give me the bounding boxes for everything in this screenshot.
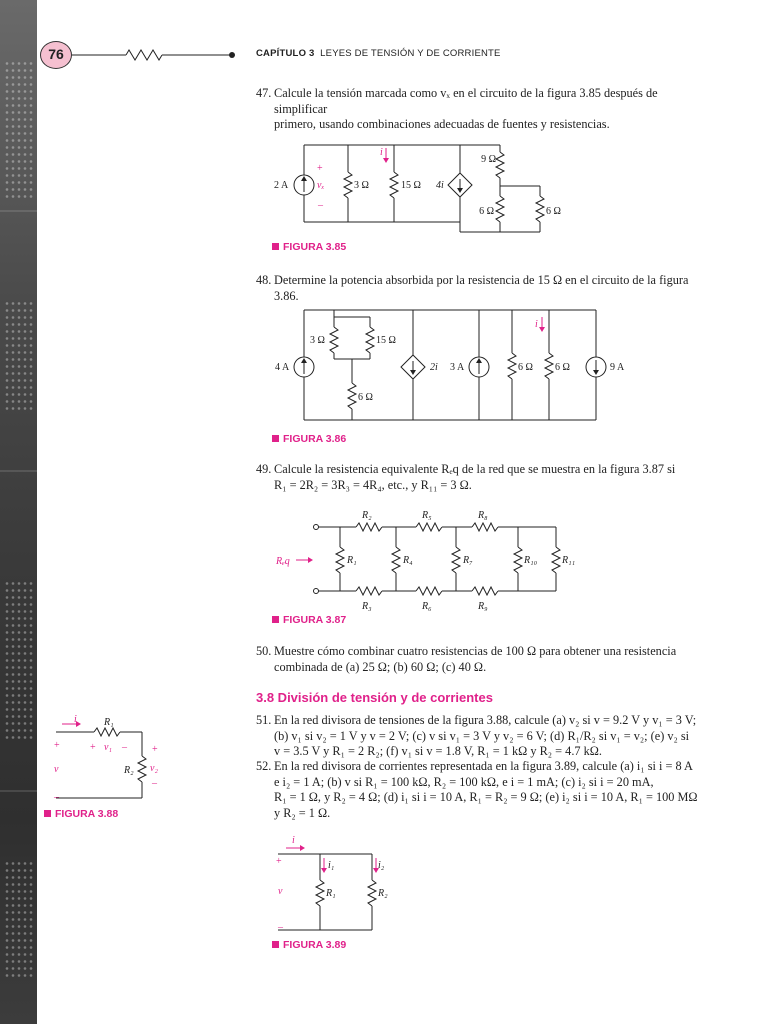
fig387-r9: R₉ — [478, 601, 488, 612]
fig387-r4: R₄ — [403, 555, 413, 566]
problem-number: 47. — [256, 86, 272, 100]
fig389-r1-label: R₁ — [326, 888, 336, 899]
fig387-r10: R₁₀ — [524, 555, 538, 566]
figure-3-88-caption: FIGURA 3.88 — [44, 808, 118, 820]
fig386-4a-label: 4 A — [275, 362, 290, 373]
problem-52 — [256, 759, 736, 821]
fig385-r9-label: 9 Ω — [481, 154, 496, 165]
problem-line: R₁ = 1 Ω, y R₂ = 4 Ω; (d) i₁ si i = 10 A, R₁ = R₂ = 9 Ω; (e) i₂ si i = 10 A, R₁ = 100 MΩ — [274, 790, 698, 804]
fig388-plus: + — [54, 740, 60, 751]
fig388-v-label: v — [54, 764, 59, 775]
fig386-r3-label: 3 Ω — [310, 335, 325, 346]
fig385-plus: + — [317, 163, 323, 174]
sidebar-dots — [4, 300, 33, 410]
figure-3-85-circuit — [270, 140, 570, 240]
fig388-v1-minus: – — [122, 742, 127, 753]
fig388-i-label: i — [74, 714, 77, 725]
fig388-v2-plus: + — [152, 744, 158, 755]
fig385-dep-label: 4i — [436, 180, 444, 191]
fig388-minus: – — [54, 792, 59, 803]
problem-50 — [256, 644, 716, 675]
fig386-r15-label: 15 Ω — [376, 335, 396, 346]
problem-line: (b) v₁ si v₂ = 1 V y v = 2 V; (c) v si v₁ = 3 V y v₂ = 6 V; (d) R₁/R₂ si v₁ = v₂; (e) v₂ si — [274, 728, 690, 743]
fig386-i-label: i — [535, 319, 538, 330]
problem-line: En la red divisora de corrientes representada en la figura 3.89, calcule (a) i₁ si i = 8 A — [274, 759, 693, 773]
problem-47 — [256, 86, 706, 133]
fig389-i2-label: i₂ — [378, 860, 385, 871]
chapter-title: LEYES DE TENSIÓN Y DE CORRIENTE — [320, 48, 501, 59]
fig386-r6b-label: 6 Ω — [555, 362, 570, 373]
problem-line: En la red divisora de tensiones de la figura 3.88, calcule (a) v₂ si v = 9.2 V y v₁ = 3 V; — [274, 713, 697, 727]
sidebar-dots — [4, 580, 33, 740]
chapter-heading — [256, 48, 501, 59]
chapter-label: CAPÍTULO 3 — [256, 48, 315, 59]
fig385-minus: – — [318, 200, 323, 211]
fig385-r15-label: 15 Ω — [401, 180, 421, 191]
fig385-r3-label: 3 Ω — [354, 180, 369, 191]
problem-number: 48. — [256, 273, 272, 287]
problem-number: 51. — [256, 713, 272, 727]
fig387-req-label: Rₑq — [276, 556, 290, 567]
fig387-r11: R₁₁ — [562, 555, 576, 566]
fig389-r2-label: R₂ — [378, 888, 388, 899]
fig388-v2-label: v₂ — [150, 763, 158, 774]
fig389-v-label: v — [278, 886, 283, 897]
figure-3-87-circuit — [270, 505, 590, 615]
problem-line: Muestre cómo combinar cuatro resistencias de 100 Ω para obtener una resistencia — [274, 644, 677, 658]
left-sidebar-decoration — [0, 0, 37, 1024]
figure-3-86-circuit — [270, 305, 640, 430]
problem-number: 52. — [256, 759, 272, 773]
fig385-r6b-label: 6 Ω — [546, 206, 561, 217]
problem-number: 49. — [256, 462, 272, 476]
fig385-r6a-label: 6 Ω — [479, 206, 494, 217]
fig386-9a-label: 9 A — [610, 362, 625, 373]
fig389-i1-label: i₁ — [328, 860, 335, 871]
page-number-badge: 76 — [40, 41, 72, 69]
sidebar-dots — [4, 860, 33, 980]
problem-line: e i₂ = 1 A; (b) v si R₁ = 100 kΩ, R₂ = 100 kΩ, e i = 1 mA; (c) i₂ si i = 20 mA, — [274, 774, 654, 789]
sidebar-streak — [0, 790, 37, 792]
fig387-r1: R₁ — [347, 555, 357, 566]
fig386-r6-label: 6 Ω — [358, 392, 373, 403]
fig385-vx-label: vₓ — [317, 180, 325, 191]
problem-line: combinada de (a) 25 Ω; (b) 60 Ω; (c) 40 Ω. — [274, 659, 487, 674]
fig385-i-label: i — [380, 147, 383, 158]
fig389-plus: + — [276, 856, 282, 867]
problem-line: v = 3.5 V y R₁ = 2 R₂; (f) v₁ si v = 1.8 V, R₁ = 1 kΩ y R₂ = 4.7 kΩ. — [274, 744, 602, 758]
fig389-minus: – — [278, 922, 283, 933]
problem-49 — [256, 462, 716, 493]
problem-line: Calcule la tensión marcada como vₓ en el circuito de la figura 3.85 después de simplificar — [274, 86, 658, 116]
fig387-r3: R₃ — [362, 601, 372, 612]
problem-line: Determine la potencia absorbida por la resistencia de 15 Ω en el circuito de la figura 3.86. — [274, 273, 689, 303]
problem-line: primero, usando combinaciones adecuadas de fuentes y resistencias. — [274, 117, 610, 131]
problem-line: R₁ = 2R₂ = 3R₃ = 4R₄, etc., y R₁₁ = 3 Ω. — [274, 477, 472, 492]
sidebar-streak — [0, 470, 37, 472]
fig387-r7: R₇ — [463, 555, 473, 566]
problem-line: y R₂ = 1 Ω. — [274, 805, 331, 820]
figure-3-87-caption: FIGURA 3.87 — [272, 614, 346, 626]
problem-line: Calcule la resistencia equivalente Rₑq de la red que se muestra en la figura 3.87 si — [274, 462, 676, 476]
fig387-r8: R₈ — [478, 510, 488, 521]
fig387-r5: R₅ — [422, 510, 432, 521]
figure-3-86-caption: FIGURA 3.86 — [272, 433, 346, 445]
fig386-r6a-label: 6 Ω — [518, 362, 533, 373]
figure-3-89-caption: FIGURA 3.89 — [272, 939, 346, 951]
problem-48 — [256, 273, 716, 304]
figure-3-85-caption: FIGURA 3.85 — [272, 241, 346, 253]
fig386-3a-label: 3 A — [450, 362, 465, 373]
figure-3-89-circuit — [272, 832, 402, 937]
fig388-v2-minus: – — [152, 778, 157, 789]
fig388-v1-plus: + — [90, 742, 96, 753]
fig386-dep-label: 2i — [430, 362, 438, 373]
fig388-v1-label: v₁ — [104, 742, 112, 753]
fig387-r6: R₆ — [422, 601, 432, 612]
section-title: 3.8 División de tensión y de corrientes — [256, 690, 493, 705]
problem-51 — [256, 713, 726, 760]
figure-3-88-circuit — [42, 712, 172, 807]
fig388-r1-label: R₁ — [104, 717, 114, 728]
fig389-i-label: i — [292, 835, 295, 846]
fig388-r2-label: R₂ — [124, 765, 134, 776]
fig385-source-label: 2 A — [274, 180, 289, 191]
sidebar-streak — [0, 210, 37, 212]
problem-number: 50. — [256, 644, 272, 658]
fig387-r2: R₂ — [362, 510, 372, 521]
